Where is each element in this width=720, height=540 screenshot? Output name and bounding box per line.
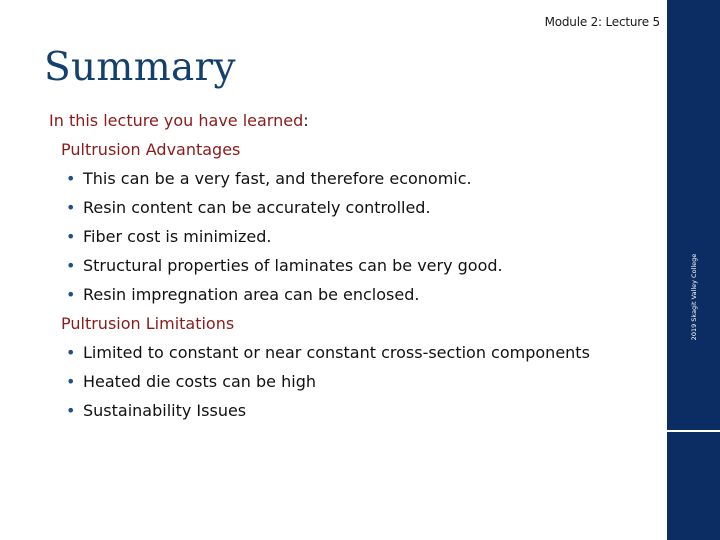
- section-heading-limitations: Pultrusion Limitations: [61, 314, 235, 333]
- bullet-icon: •: [66, 169, 76, 188]
- advantages-list: [49, 164, 659, 309]
- list-item: [49, 280, 659, 309]
- list-item: [49, 338, 659, 367]
- bullet-icon: •: [66, 227, 76, 246]
- bullet-icon: •: [66, 372, 76, 391]
- intro-line: [49, 106, 659, 135]
- bullet-icon: •: [66, 285, 76, 304]
- summary-content: [49, 106, 659, 425]
- list-item-text: Heated die costs can be high: [83, 372, 316, 391]
- copyright-text: 2019 Skagit Valley College: [690, 253, 698, 341]
- bullet-icon: •: [66, 256, 76, 275]
- sidebar-bar: [667, 0, 720, 430]
- module-label: Module 2: Lecture 5: [544, 15, 660, 29]
- bullet-icon: •: [66, 343, 76, 362]
- list-item-text: Resin impregnation area can be enclosed.: [83, 285, 420, 304]
- list-item: [49, 193, 659, 222]
- sidebar-bar-bottom: [667, 432, 720, 540]
- limitations-list: [49, 338, 659, 425]
- list-item-text: Resin content can be accurately controlled.: [83, 198, 431, 217]
- list-item-text: Structural properties of laminates can be very good.: [83, 256, 503, 275]
- bullet-icon: •: [66, 198, 76, 217]
- list-item: [49, 164, 659, 193]
- list-item: [49, 222, 659, 251]
- list-item-text: Sustainability Issues: [83, 401, 247, 420]
- list-item: [49, 396, 659, 425]
- slide-title: Summary: [44, 45, 236, 90]
- list-item: [49, 251, 659, 280]
- list-item-text: This can be a very fast, and therefore economic.: [83, 169, 472, 188]
- bullet-icon: •: [66, 401, 76, 420]
- list-item-text: Limited to constant or near constant cross-section components: [83, 343, 590, 362]
- list-item-text: Fiber cost is minimized.: [83, 227, 272, 246]
- list-item: [49, 367, 659, 396]
- intro-colon: :: [303, 111, 309, 130]
- section-heading-advantages: Pultrusion Advantages: [61, 140, 241, 159]
- intro-text: In this lecture you have learned: [49, 111, 304, 130]
